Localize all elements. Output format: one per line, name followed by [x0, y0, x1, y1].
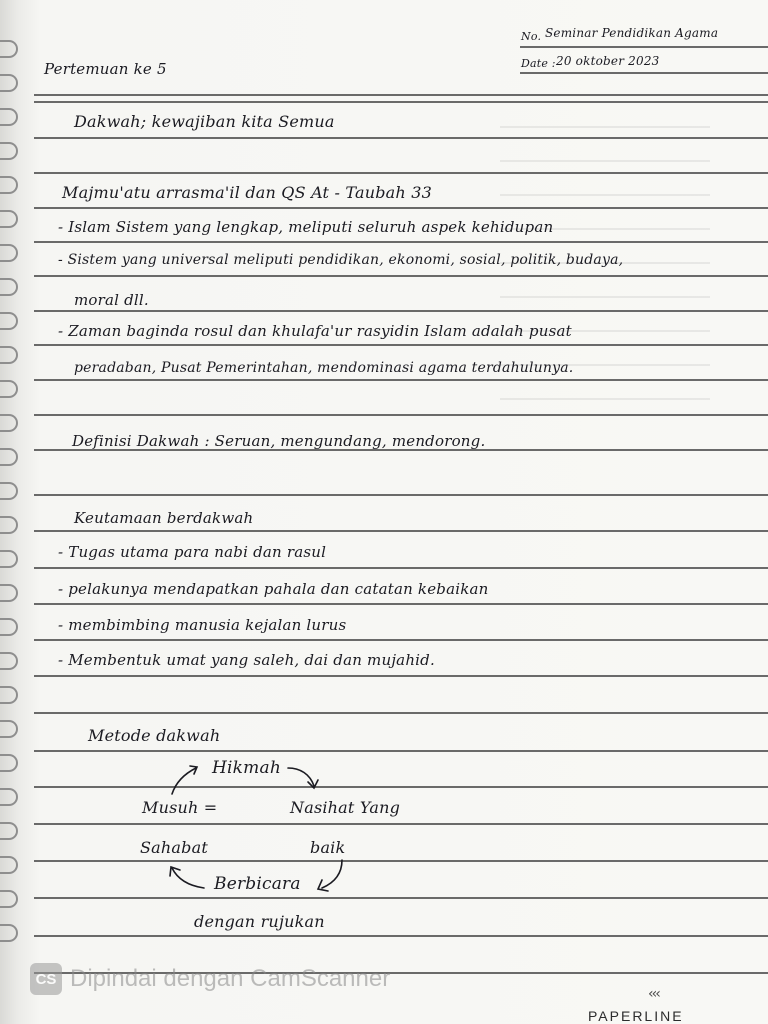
arrow-musuh-to-hikmah — [172, 768, 196, 794]
note-line: - Islam Sistem yang lengkap, meliputi seluruh aspek kehidupan — [58, 218, 554, 236]
paperline-brand: PAPERLINE — [588, 1008, 684, 1024]
seminar-title: Seminar Pendidikan Agama — [545, 26, 719, 40]
camscanner-watermark — [30, 963, 390, 995]
topic-heading: Dakwah; kewajiban kita Semua — [74, 112, 335, 131]
meeting-label: Pertemuan ke 5 — [44, 60, 167, 78]
date-value: 20 oktober 2023 — [556, 54, 660, 68]
musuh-node: Musuh = — [142, 798, 218, 817]
note-line: moral dll. — [74, 291, 149, 309]
section-heading: Keutamaan berdakwah — [74, 509, 254, 527]
arrow-berbicara-to-sahabat — [172, 868, 204, 888]
list-item: - membimbing manusia kejalan lurus — [58, 616, 347, 634]
no-label: No. — [521, 30, 542, 43]
camscanner-text: Dipindai dengan CamScanner — [70, 965, 391, 992]
camscanner-icon: CS — [30, 963, 62, 995]
note-line: - Zaman baginda rosul dan khulafa'ur rasyidin Islam adalah pusat — [58, 322, 572, 340]
list-item: - Tugas utama para nabi dan rasul — [58, 543, 327, 561]
berbicara-node: Berbicara — [214, 874, 301, 894]
paperline-logo-icon: ‹‹‹ — [648, 986, 659, 1002]
baik-node: baik — [310, 838, 346, 857]
note-line: peradaban, Pusat Pemerintahan, mendominasi agama terdahulunya. — [74, 360, 574, 376]
hikmah-node: Hikmah — [212, 758, 281, 778]
list-item: - Membentuk umat yang saleh, dai dan mujahid. — [58, 651, 435, 669]
date-label: Date : — [521, 57, 556, 70]
definition-line: Definisi Dakwah : Seruan, mengundang, mendorong. — [72, 432, 486, 450]
metode-title: Metode dakwah — [88, 726, 221, 745]
reference-line: Majmu'atu arrasma'il dan QS At - Taubah 33 — [62, 183, 432, 202]
nasihat-node: Nasihat Yang — [290, 798, 401, 817]
note-line: - Sistem yang universal meliputi pendidikan, ekonomi, sosial, politik, budaya, — [58, 252, 624, 268]
arrowhead — [170, 867, 180, 876]
arrow-baik-to-berbicara — [322, 860, 342, 888]
list-item: - pelakunya mendapatkan pahala dan catatan kebaikan — [58, 580, 489, 598]
rujukan-node: dengan rujukan — [194, 912, 325, 931]
sahabat-node: Sahabat — [140, 838, 208, 857]
